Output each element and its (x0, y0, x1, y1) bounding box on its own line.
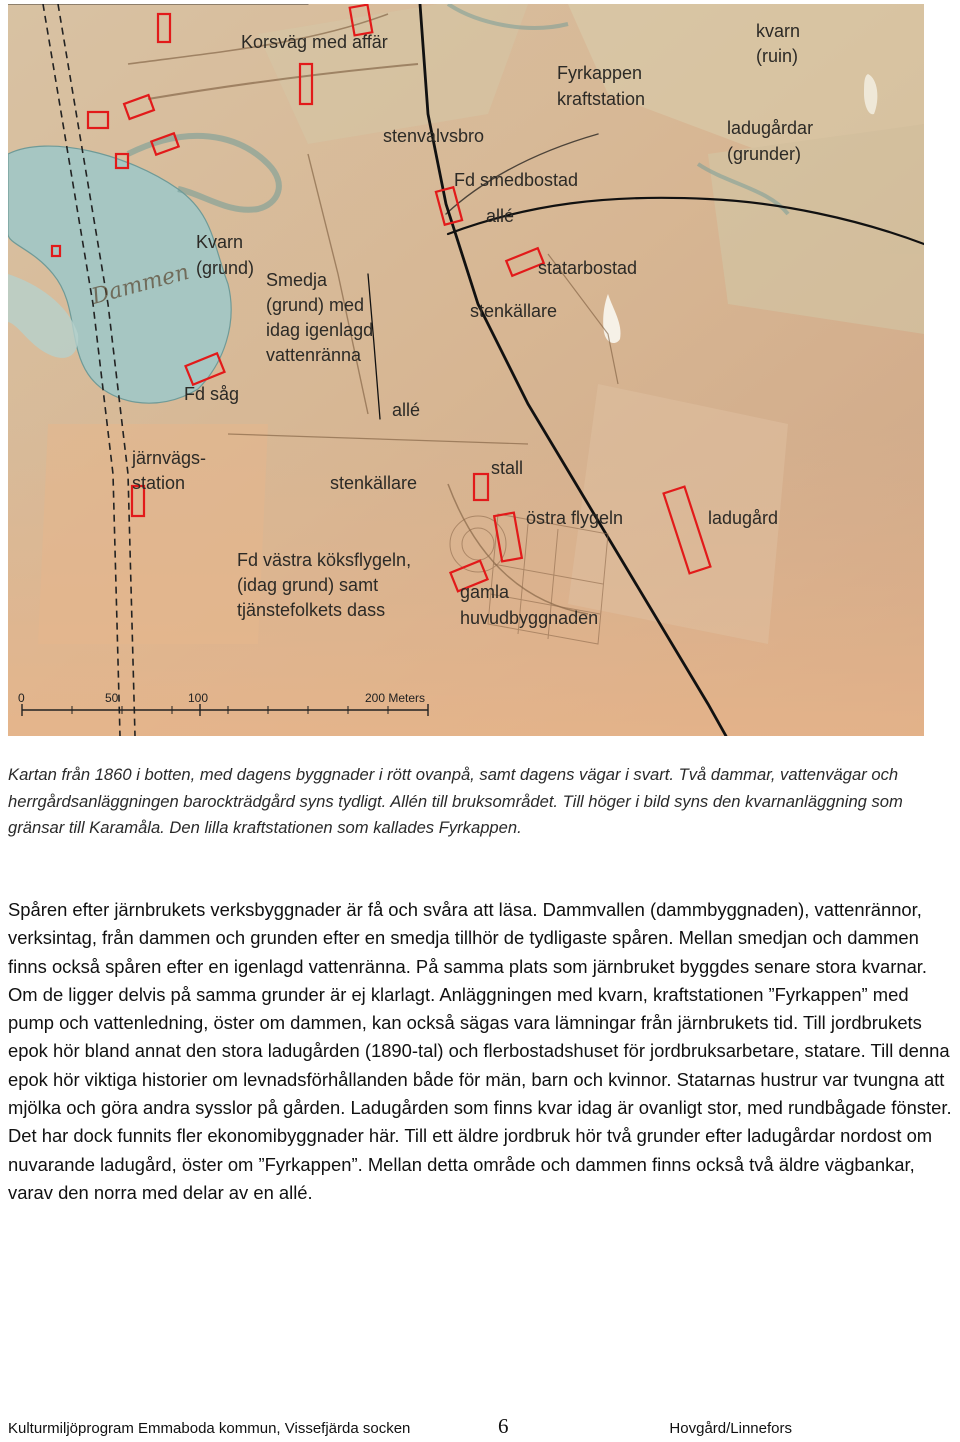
label-fyrkappen-2: kraftstation (557, 89, 646, 109)
label-jarnvag-1: järnvägs- (132, 448, 207, 468)
label-gamla-2: huvudbyggnaden (460, 608, 599, 628)
label-fyrkappen-1: Fyrkappen (557, 63, 643, 83)
label-fd-sag: Fd såg (184, 384, 240, 404)
scale-0: 0 (18, 691, 25, 705)
page-number: 6 (498, 1414, 509, 1438)
label-fd-smedbostad: Fd smedbostad (454, 170, 579, 190)
page-footer (8, 1412, 952, 1438)
footer-location: Hovgård/Linnefors (669, 1420, 792, 1437)
label-vastra-3: tjänstefolkets dass (237, 600, 386, 620)
label-stall: stall (491, 458, 524, 478)
label-statarbostad: statarbostad (538, 258, 638, 278)
label-vastra-1: Fd västra köksflygeln, (237, 550, 412, 570)
map-caption: Kartan från 1860 i botten, med dagens byggnader i rött ovanpå, samt dagens vägar i svart. Två dammar, vattenvägar och herrgårdsanläggningen barockträdgård syns tydligt. Allén till bruksområdet. Till höger i bild syns den kvarnanläggning som gränsar till Karamåla. Den lilla kraftstationen som kallades Fyrkappen. (8, 765, 903, 837)
label-stenkallare-top: stenkällare (470, 301, 558, 321)
handwritten-dammen-label: Dammen (89, 259, 192, 310)
body-paragraph: Spåren efter järnbrukets verksbyggnader är få och svåra att läsa. Dammvallen (dammbyggnaden), vattenrännor, verksintag, från dammen och grunden efter en smedja tillhör de tydligaste spåren. Mellan smedjan och dammen finns också spåren efter en igenlagd vattenränna. På samma plats som järnbruket byggdes senare stora kvarnar. Om de ligger delvis på samma grunder är ej klarlagt. Anläggningen med kvarn, kraftstationen ”Fyrkappen” med pump och vattenledning, öster om dammen, kan också sägas vara lämningar från järnbrukets tid. Till jordbrukets epok hör bland annat den stora ladugården (1890-tal) och flerbostadshuset för jordbruksarbetare, statare. Till denna epok hör viktiga historier om levnadsförhållanden både för män, barn och kvinnor. Statarnas hustrur var tvungna att mjölka och göra andra sysslor på gården. Ladugården som finns kvar idag är ovanligt stor, med rundbågade fönster. Det har dock funnits fler ekonomibyggnader här. Till ett äldre jordbruk hör två grunder efter ladugårdar nordost om nuvarande ladugård, öster om ”Fyrkappen”. Mellan detta område och dammen finns också två äldre vägbankar, varav den norra med delar av en allé. (8, 899, 952, 1203)
label-smedja-2: (grund) med (266, 295, 365, 315)
scale-50: 50 (105, 691, 119, 705)
label-gamla-1: gamla (460, 582, 510, 602)
label-ladugard: ladugård (708, 508, 779, 528)
scale-200: 200 Meters (365, 691, 426, 705)
label-alle-mid: allé (392, 400, 421, 420)
label-smedja-1: Smedja (266, 270, 328, 290)
historic-map-1860 (8, 4, 924, 736)
label-smedja-3: idag igenlagd (266, 320, 374, 340)
label-ladugardar-2: (grunder) (727, 144, 802, 164)
label-kvarn-ruin-1: kvarn (756, 21, 801, 41)
label-kvarn-grund-1: Kvarn (196, 232, 244, 252)
label-stenkallare-mid: stenkällare (330, 473, 418, 493)
label-jarnvag-2: station (132, 473, 186, 493)
label-smedja-4: vattenränna (266, 345, 362, 365)
scale-100: 100 (188, 691, 209, 705)
label-kvarn-ruin-2: (ruin) (756, 46, 799, 66)
label-vastra-2: (idag grund) samt (237, 575, 379, 595)
label-korsvag: Korsväg med affär (241, 32, 388, 52)
footer-publication: Kulturmiljöprogram Emmaboda kommun, Vissefjärda socken (8, 1420, 411, 1437)
label-alle-top: allé (486, 206, 515, 226)
label-stenvalvsbro: stenvalvsbro (383, 126, 485, 146)
label-ladugardar-1: ladugårdar (727, 118, 814, 138)
label-kvarn-grund-2: (grund) (196, 258, 255, 278)
label-ostra-flygeln: östra flygeln (526, 508, 624, 528)
